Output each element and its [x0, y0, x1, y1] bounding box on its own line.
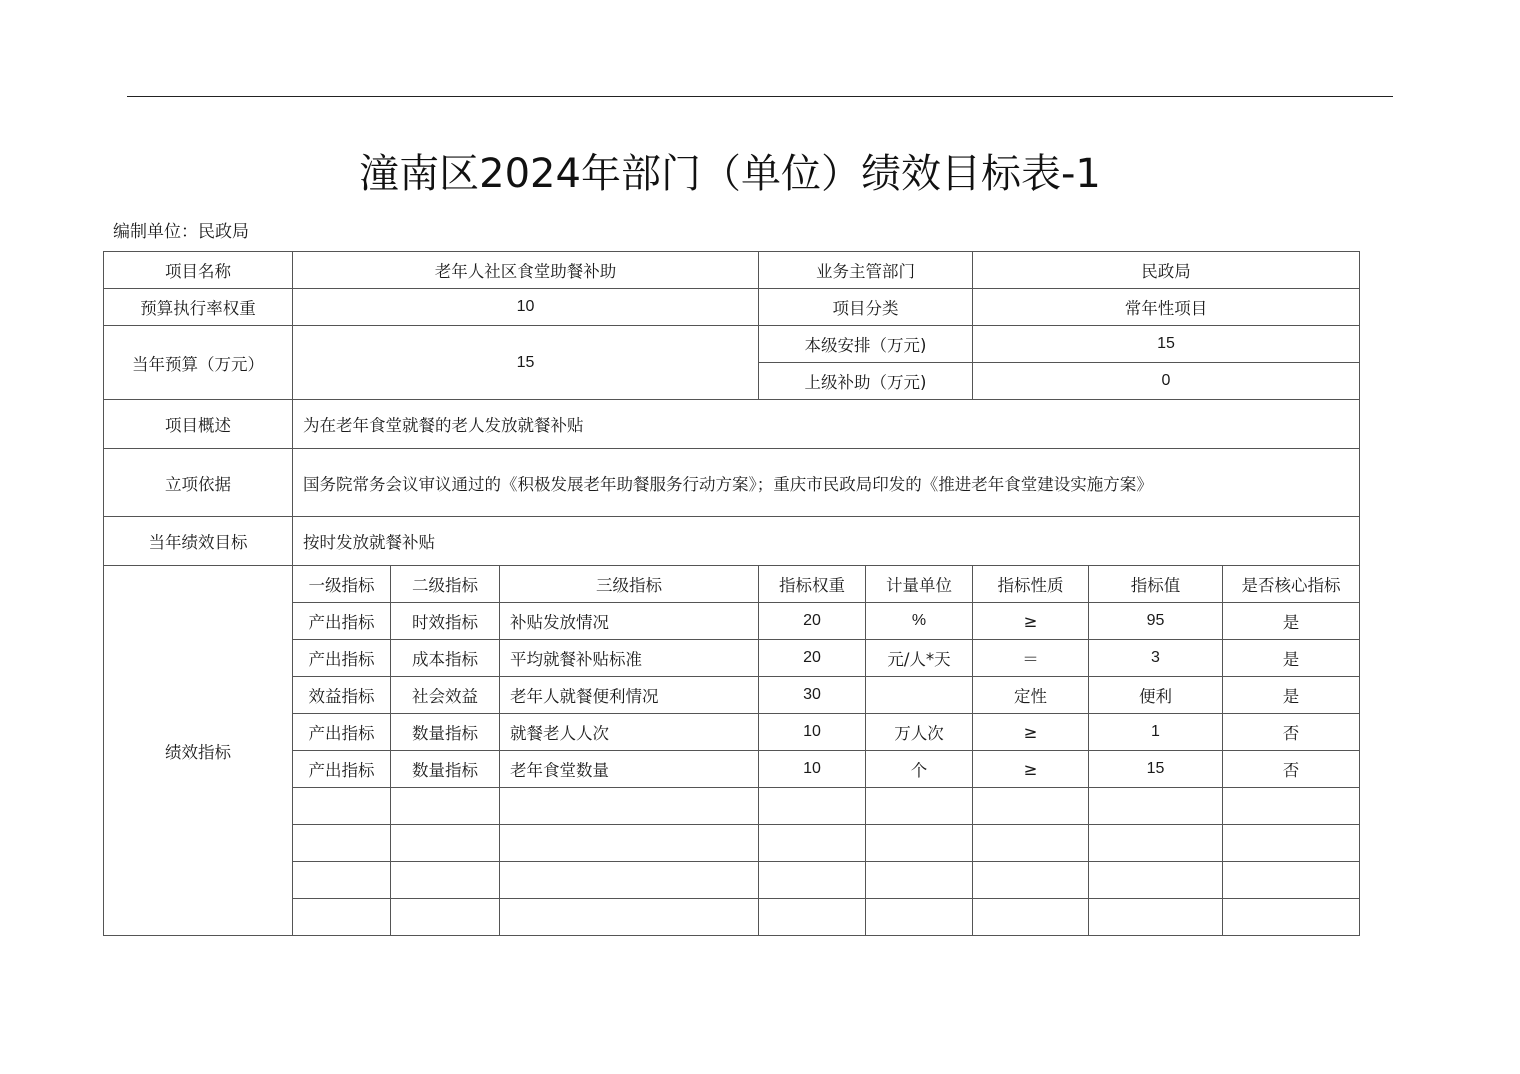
indicator-row [104, 640, 1360, 677]
indicator-row [104, 677, 1360, 714]
value-cell: 3 [1089, 640, 1223, 677]
unit-cell: 个 [866, 751, 973, 788]
row-annual-budget [104, 326, 1360, 363]
nature-cell: 定性 [973, 677, 1089, 714]
indicators-section-label: 绩效指标 [104, 566, 293, 936]
budget-weight-value: 10 [293, 289, 759, 326]
level3-cell: 补贴发放情况 [500, 603, 759, 640]
nature-cell: ≥ [973, 751, 1089, 788]
row-basis [104, 449, 1360, 517]
level1-cell: 效益指标 [293, 677, 391, 714]
weight-cell: 10 [759, 751, 866, 788]
header-weight: 指标权重 [759, 566, 866, 603]
level2-cell: 成本指标 [391, 640, 500, 677]
annual-budget-label: 当年预算（万元） [104, 326, 293, 400]
level3-cell: 老年人就餐便利情况 [500, 677, 759, 714]
level2-cell: 数量指标 [391, 751, 500, 788]
empty-indicator-row [104, 788, 1360, 825]
dept-label: 业务主管部门 [759, 252, 973, 289]
value-cell: 便利 [1089, 677, 1223, 714]
core-cell: 否 [1223, 751, 1360, 788]
category-value: 常年性项目 [973, 289, 1360, 326]
category-label: 项目分类 [759, 289, 973, 326]
indicator-row [104, 714, 1360, 751]
compile-unit: 编制单位：民政局 [113, 222, 249, 242]
level1-cell: 产出指标 [293, 603, 391, 640]
local-budget-label: 本级安排（万元) [759, 326, 973, 363]
basis-label: 立项依据 [104, 449, 293, 517]
weight-cell: 20 [759, 640, 866, 677]
unit-cell: 元/人*天 [866, 640, 973, 677]
value-cell: 95 [1089, 603, 1223, 640]
unit-cell: % [866, 603, 973, 640]
weight-cell: 30 [759, 677, 866, 714]
level1-cell: 产出指标 [293, 751, 391, 788]
superior-budget-value: 0 [973, 363, 1360, 400]
core-cell: 否 [1223, 714, 1360, 751]
core-cell: 是 [1223, 640, 1360, 677]
annual-budget-value: 15 [293, 326, 759, 400]
empty-indicator-row [104, 862, 1360, 899]
header-unit: 计量单位 [866, 566, 973, 603]
header-rule [127, 96, 1393, 97]
level2-cell: 数量指标 [391, 714, 500, 751]
level1-cell: 产出指标 [293, 714, 391, 751]
empty-indicator-row [104, 899, 1360, 936]
goal-value: 按时发放就餐补贴 [293, 517, 1360, 566]
empty-indicator-row [104, 825, 1360, 862]
value-cell: 1 [1089, 714, 1223, 751]
weight-cell: 20 [759, 603, 866, 640]
basis-value: 国务院常务会议审议通过的《积极发展老年助餐服务行动方案》；重庆市民政局印发的《推进老年食堂建设实施方案》 [293, 449, 1360, 517]
project-name-value: 老年人社区食堂助餐补助 [293, 252, 759, 289]
header-value: 指标值 [1089, 566, 1223, 603]
overview-value: 为在老年食堂就餐的老人发放就餐补贴 [293, 400, 1360, 449]
value-cell: 15 [1089, 751, 1223, 788]
level3-cell: 就餐老人人次 [500, 714, 759, 751]
row-goal [104, 517, 1360, 566]
nature-cell: ＝ [973, 640, 1089, 677]
superior-budget-label: 上级补助（万元) [759, 363, 973, 400]
indicator-header-row [104, 566, 1360, 603]
level3-cell: 老年食堂数量 [500, 751, 759, 788]
budget-weight-label: 预算执行率权重 [104, 289, 293, 326]
goal-label: 当年绩效目标 [104, 517, 293, 566]
overview-label: 项目概述 [104, 400, 293, 449]
unit-cell: 万人次 [866, 714, 973, 751]
row-project-name [104, 252, 1360, 289]
indicator-row [104, 603, 1360, 640]
nature-cell: ≥ [973, 714, 1089, 751]
core-cell: 是 [1223, 677, 1360, 714]
dept-value: 民政局 [973, 252, 1360, 289]
header-level1: 一级指标 [293, 566, 391, 603]
level2-cell: 时效指标 [391, 603, 500, 640]
level1-cell: 产出指标 [293, 640, 391, 677]
performance-target-table [103, 251, 1360, 936]
header-level2: 二级指标 [391, 566, 500, 603]
document-title: 潼南区2024年部门（单位）绩效目标表-1 [359, 151, 1101, 197]
core-cell: 是 [1223, 603, 1360, 640]
level2-cell: 社会效益 [391, 677, 500, 714]
project-name-label: 项目名称 [104, 252, 293, 289]
level3-cell: 平均就餐补贴标准 [500, 640, 759, 677]
header-core: 是否核心指标 [1223, 566, 1360, 603]
row-budget-weight [104, 289, 1360, 326]
nature-cell: ≥ [973, 603, 1089, 640]
header-nature: 指标性质 [973, 566, 1089, 603]
header-level3: 三级指标 [500, 566, 759, 603]
local-budget-value: 15 [973, 326, 1360, 363]
indicator-row [104, 751, 1360, 788]
row-overview [104, 400, 1360, 449]
weight-cell: 10 [759, 714, 866, 751]
unit-cell [866, 677, 973, 714]
